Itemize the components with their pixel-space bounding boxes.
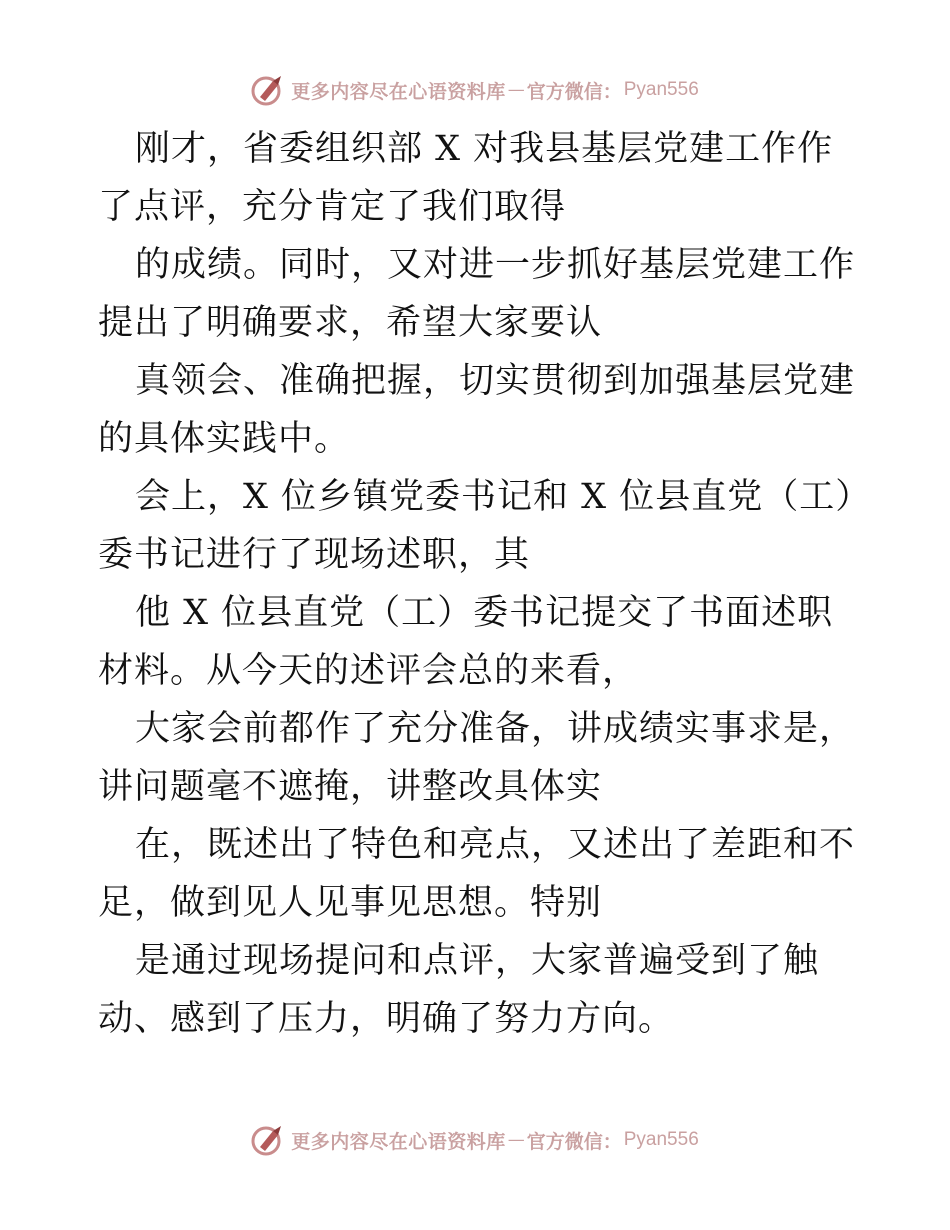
paragraph: 刚才，省委组织部 X 对我县基层党建工作作了点评，充分肯定了我们取得	[98, 129, 834, 227]
banner-dash: —	[507, 1130, 525, 1150]
paragraph: 在，既述出了特色和亮点，又述出了差距和不足，做到见人见事见思想。特别	[98, 825, 856, 923]
banner-official-label: 官方微信：	[526, 1130, 622, 1153]
paragraph: 的成绩。同时，又对进一步抓好基层党建工作提出了明确要求，希望大家要认	[98, 245, 856, 343]
banner-dash: —	[507, 80, 525, 100]
header-banner	[0, 70, 950, 110]
paragraph: 是通过现场提问和点评，大家普遍受到了触动、感到了压力，明确了努力方向。	[98, 941, 820, 1039]
banner-text: 更多内容尽在心语资料库	[291, 80, 506, 103]
banner-wechat-id: Pyan556	[623, 79, 699, 100]
pen-nib-logo-icon	[251, 73, 285, 107]
banner-text: 更多内容尽在心语资料库	[291, 1130, 506, 1153]
banner-wechat-id: Pyan556	[623, 1129, 699, 1150]
document-body	[98, 120, 858, 1048]
banner-official-label: 官方微信：	[526, 80, 622, 103]
paragraph: 真领会、准确把握，切实贯彻到加强基层党建的具体实践中。	[98, 361, 856, 459]
paragraph: 会上，X 位乡镇党委书记和 X 位县直党（工）委书记进行了现场述职，其	[98, 477, 854, 575]
pen-nib-logo-icon	[251, 1123, 285, 1157]
footer-banner	[0, 1120, 950, 1160]
paragraph: 大家会前都作了充分准备，讲成绩实事求是，讲问题毫不遮掩，讲整改具体实	[98, 709, 856, 807]
paragraph: 他 X 位县直党（工）委书记提交了书面述职材料。从今天的述评会总的来看，	[98, 593, 834, 691]
